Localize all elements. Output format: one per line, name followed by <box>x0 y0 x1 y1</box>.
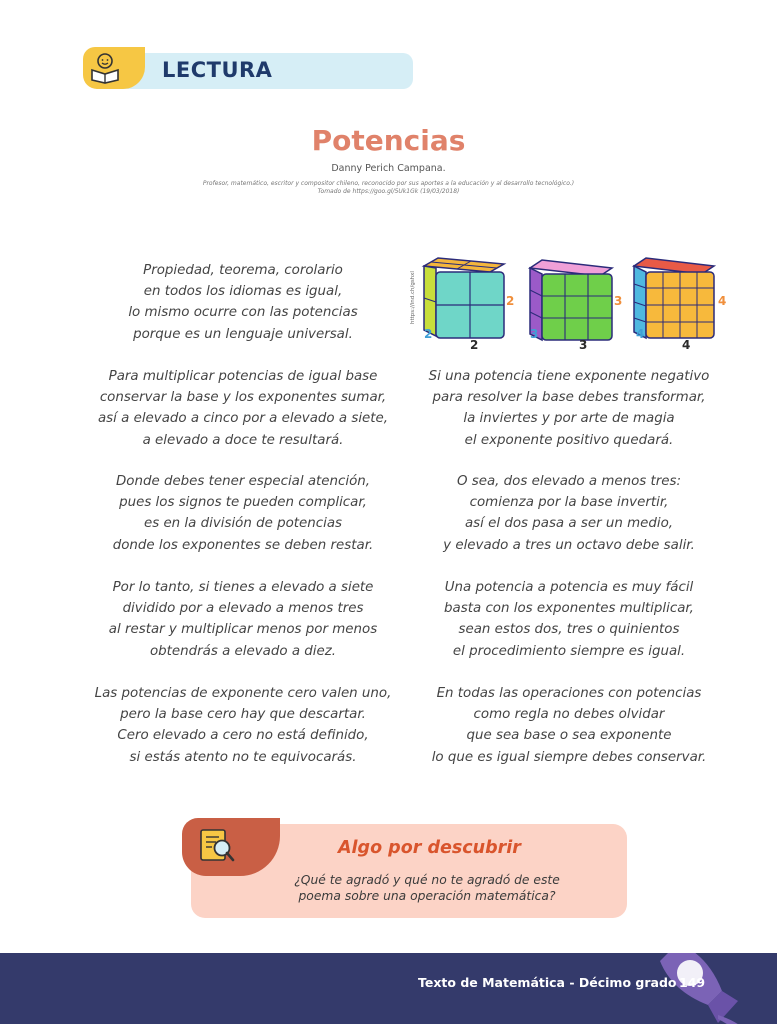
discover-title: Algo por descubrir <box>338 838 521 858</box>
verse: que sea base o sea exponente <box>466 728 672 744</box>
cube-2-side-label: 2 <box>506 294 515 308</box>
cube-2x2 <box>424 258 504 338</box>
verse: basta con los exponentes multiplicar, <box>444 601 694 617</box>
poem-title: Potencias <box>311 124 466 157</box>
verse: porque es un lenguaje universal. <box>133 326 353 342</box>
verse: conservar la base y los exponentes sumar, <box>99 390 387 406</box>
cube-3-depth-label: 3 <box>530 327 539 341</box>
cube-2-width-label: 2 <box>470 338 479 352</box>
verse: Por lo tanto, si tienes a elevado a siete <box>112 580 374 595</box>
verse: pero la base cero hay que descartar. <box>120 707 366 723</box>
verse: la inviertes y por arte de magia <box>463 411 675 427</box>
verse: pues los signos te pueden complicar, <box>119 495 367 511</box>
verse: Una potencia a potencia es muy fácil <box>444 580 694 595</box>
verse: Cero elevado a cero no está definido, <box>117 728 369 744</box>
stanza-left-4 <box>92 577 394 662</box>
document-magnifier-icon <box>198 822 236 866</box>
verse: O sea, dos elevado a menos tres: <box>456 474 682 489</box>
footer-book-title: Texto de Matemática - Décimo grado <box>418 975 677 990</box>
stanza-right-2 <box>416 471 722 556</box>
verse: y elevado a tres un octavo debe salir. <box>443 537 695 553</box>
verse: si estás atento no te equivocarás. <box>129 749 357 765</box>
cube-4-side-label: 4 <box>718 294 727 308</box>
verse: así a elevado a cinco por a elevado a siete, <box>97 411 389 427</box>
stanza-left-3 <box>92 471 394 556</box>
verse: comienza por la base invertir, <box>469 495 669 511</box>
credit-line: Profesor, matemático, escritor y compositor chileno, reconocido por sus aportes a la educación y al desarrollo tecnológico.) <box>202 180 575 187</box>
credit-source: Tomado de https://goo.gl/5Uk1Gk (19/03/2018) <box>317 188 460 195</box>
cube-3-side-label: 3 <box>614 294 623 308</box>
cube-image-source: https://ind.ch/gshxl <box>410 271 416 324</box>
stanza-left-2 <box>92 366 394 451</box>
discover-question <box>262 872 592 904</box>
stanza-right-3 <box>416 577 722 662</box>
verse: el exponente positivo quedará. <box>464 432 674 448</box>
verse: para resolver la base debes transformar, <box>432 390 706 406</box>
question-line: poema sobre una operación matemática? <box>298 889 556 903</box>
verse: es en la división de potencias <box>143 516 343 532</box>
verse: lo mismo ocurre con las potencias <box>128 305 358 321</box>
cube-3-width-label: 3 <box>579 338 588 352</box>
verse: el procedimiento siempre es igual. <box>452 643 686 659</box>
stanza-right-4 <box>416 683 722 768</box>
verse: lo que es igual siempre debes conservar. <box>431 749 707 765</box>
verse: al restar y multiplicar menos por menos <box>108 622 378 638</box>
verse: Si una potencia tiene exponente negativo <box>428 369 710 384</box>
poem-author: Danny Perich Campana. <box>331 163 446 174</box>
question-line: ¿Qué te agradó y qué no te agradó de este <box>294 873 560 887</box>
verse: obtendrás a elevado a diez. <box>149 643 337 659</box>
verse: así el dos pasa a ser un medio, <box>464 516 674 532</box>
cube-2-depth-label: 2 <box>424 327 433 341</box>
verse: donde los exponentes se deben restar. <box>112 537 374 553</box>
section-badge <box>83 47 145 89</box>
verse: Las potencias de exponente cero valen uno, <box>94 686 392 701</box>
verse: sean estos dos, tres o quinientos <box>458 622 680 638</box>
verse: dividido por a elevado a menos tres <box>122 601 364 617</box>
page-number: 149 <box>679 975 706 990</box>
verse: como regla no debes olvidar <box>473 707 665 723</box>
stanza-left-5 <box>92 683 394 768</box>
section-title: LECTURA <box>162 58 273 82</box>
reading-person-icon <box>88 52 122 84</box>
cube-4x4 <box>634 258 714 338</box>
page-footer <box>0 953 777 1024</box>
verse: En todas las operaciones con potencias <box>436 686 702 701</box>
cube-4-depth-label: 4 <box>636 327 645 341</box>
verse: Para multiplicar potencias de igual base <box>108 369 378 384</box>
stanza-left-1 <box>92 260 394 345</box>
verse: a elevado a doce te resultará. <box>142 432 344 448</box>
cube-4-width-label: 4 <box>682 338 691 352</box>
verse: Donde debes tener especial atención, <box>115 474 371 489</box>
cube-3x3 <box>530 260 612 340</box>
verse: Propiedad, teorema, corolario <box>143 263 343 278</box>
poem-credit <box>0 180 777 196</box>
verse: en todos los idiomas es igual, <box>143 284 343 300</box>
stanza-right-1 <box>416 366 722 451</box>
